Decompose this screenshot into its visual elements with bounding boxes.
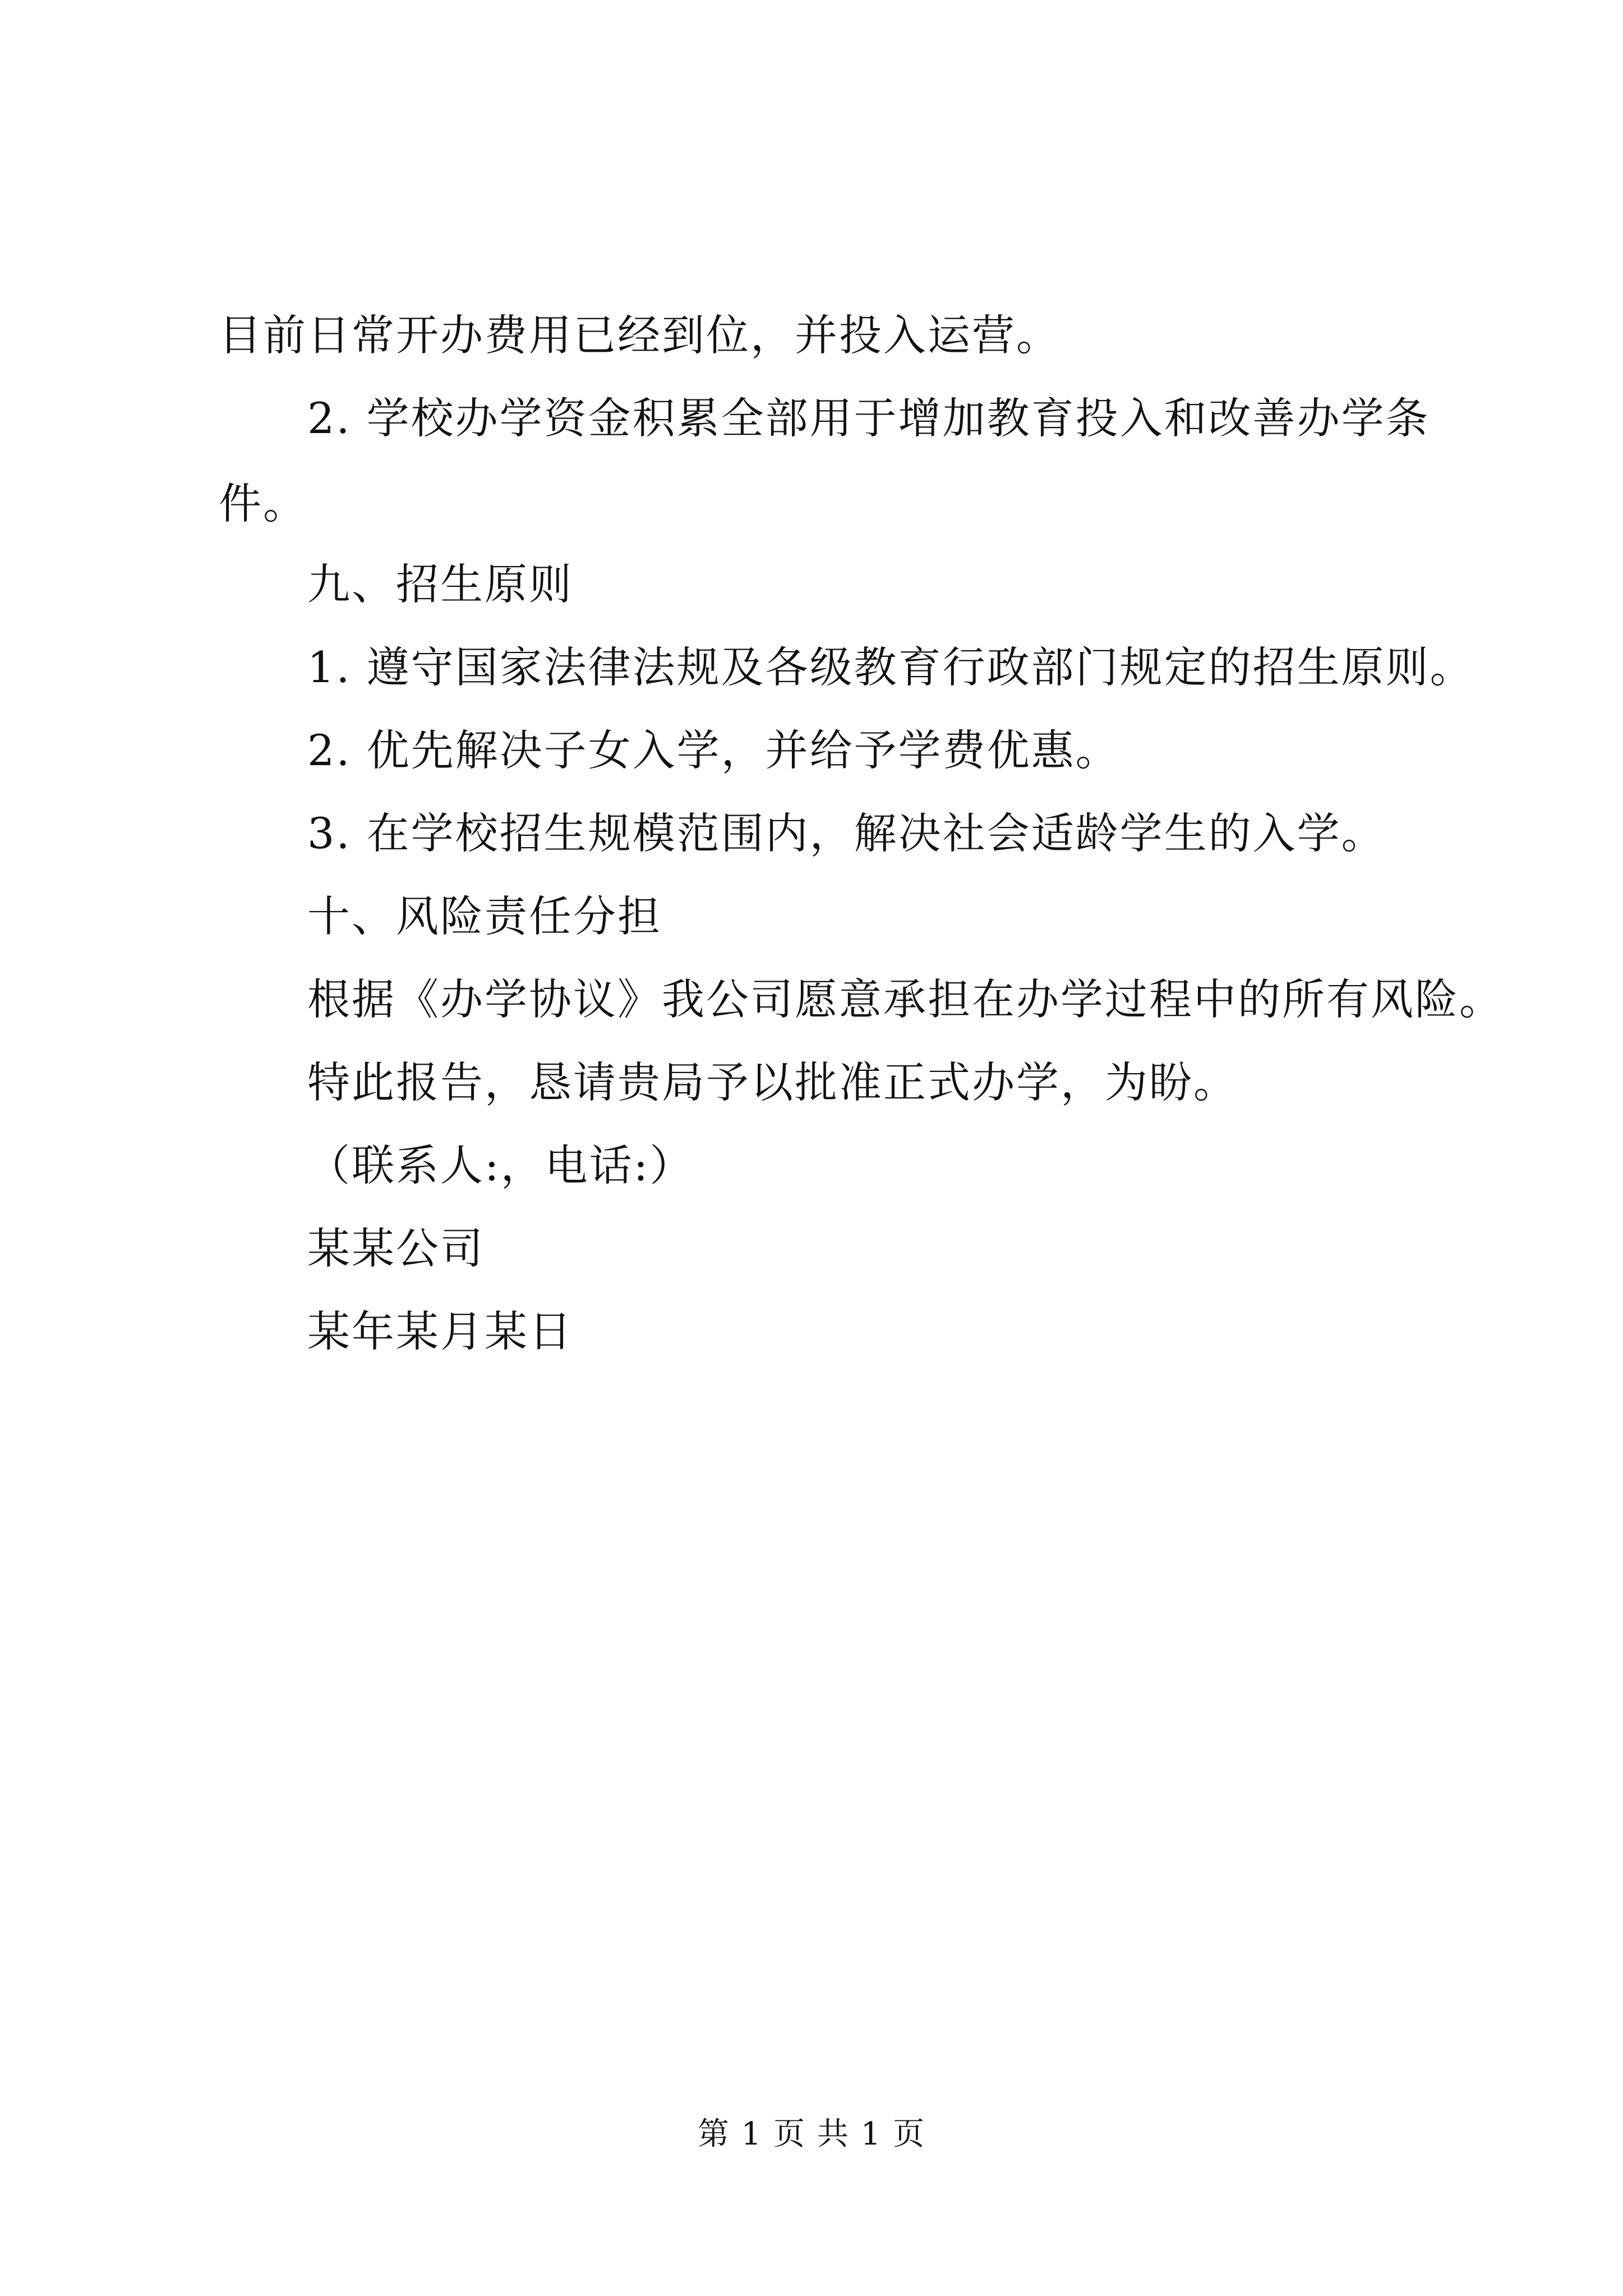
paragraph-text: 2. 学校办学资金积累全部用于增加教育投入和改善办学条 <box>307 393 1430 443</box>
paragraph-text: 件。 <box>219 478 307 528</box>
section-heading-risk: 十、风险责任分担 <box>307 891 662 941</box>
list-item: 1. 遵守国家法律法规及各级教育行政部门规定的招生原则。 <box>307 642 1474 692</box>
paragraph-text: 特此报告，恳请贵局予以批准正式办学，为盼。 <box>307 1057 1238 1107</box>
list-item: 3. 在学校招生规模范围内，解决社会适龄学生的入学。 <box>307 808 1386 858</box>
list-item: 2. 优先解决子女入学，并给予学费优惠。 <box>307 725 1120 775</box>
signature-date: 某年某月某日 <box>307 1306 573 1356</box>
signature-company: 某某公司 <box>307 1223 485 1273</box>
contact-line: （联系人:，电话:） <box>307 1140 694 1190</box>
section-heading-admission: 九、招生原则 <box>307 559 573 609</box>
paragraph-text: 目前日常开办费用已经到位，并投入运营。 <box>219 310 1061 360</box>
page-footer: 第 1 页 共 1 页 <box>697 2116 926 2152</box>
paragraph-text: 根据《办学协议》我公司愿意承担在办学过程中的所有风险。 <box>307 974 1504 1024</box>
